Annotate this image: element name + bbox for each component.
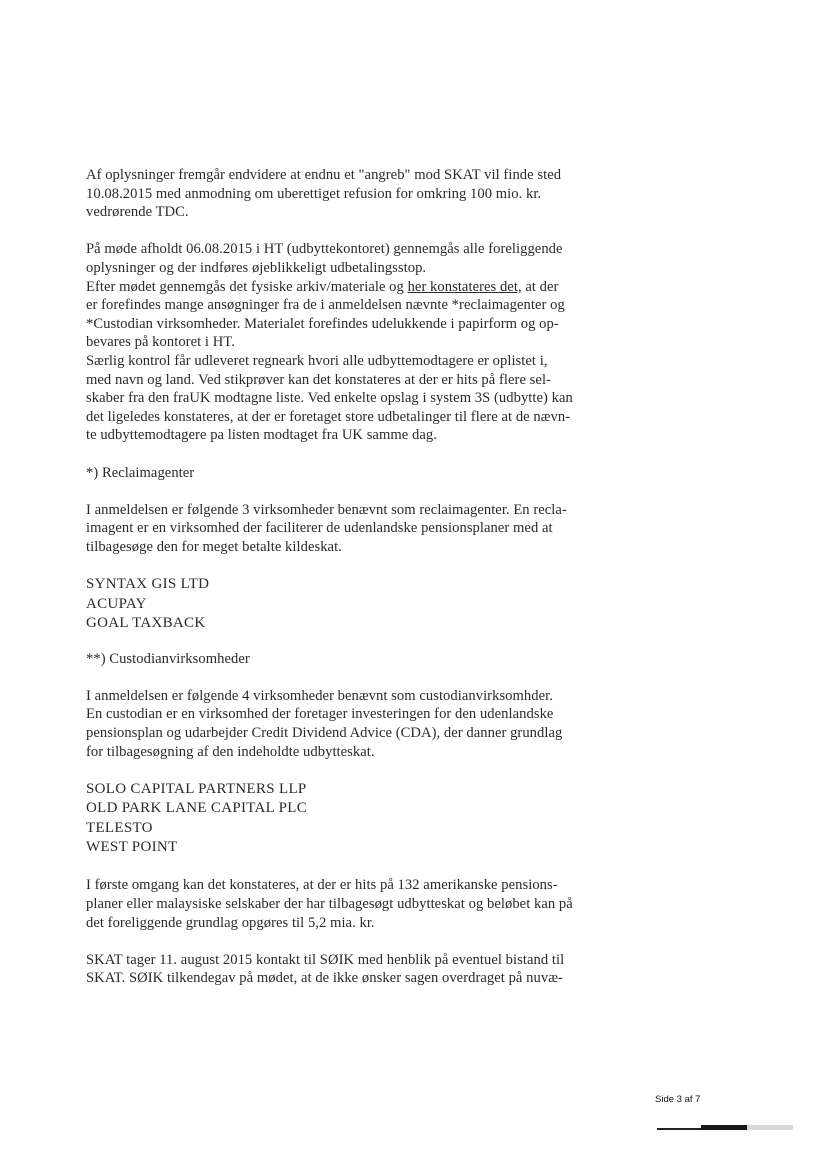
footer-bar-light: [747, 1125, 793, 1130]
underlined-text: her konstateres det,: [407, 278, 522, 295]
list-item: OLD PARK LANE CAPITAL PLC: [86, 800, 308, 817]
paragraph-soik: [86, 951, 626, 988]
text-line: for tilbagesøgning af den indeholdte udbytteskat.: [86, 743, 375, 760]
paragraph-reclaim: [86, 501, 626, 557]
text-line: *Custodian virksomheder. Materialet forefindes udelukkende i papirform og op-: [86, 315, 559, 332]
text-line: [86, 278, 626, 297]
list-item: SOLO CAPITAL PARTNERS LLP: [86, 780, 307, 797]
list-item: ACUPAY: [86, 595, 147, 612]
paragraph-meeting: [86, 240, 626, 445]
text-segment: at der: [521, 278, 559, 295]
text-line: vedrørende TDC.: [86, 204, 189, 221]
text-line: oplysninger og der indføres øjeblikkeligt udbetalingsstop.: [86, 259, 427, 276]
text-line: 10.08.2015 med anmodning om uberettiget refusion for omkring 100 mio. kr.: [86, 185, 542, 202]
text-line: SKAT tager 11. august 2015 kontakt til SØIK med henblik på eventuel bistand til: [86, 951, 565, 968]
footer-bar-dark: [701, 1125, 747, 1130]
custodian-list: [86, 780, 626, 858]
text-line: skaber fra den fraUK modtagne liste. Ved enkelte opslag i system 3S (udbytte) kan: [86, 390, 573, 407]
text-line: En custodian er en virksomhed der foretager investeringen for den udenlandske: [86, 706, 554, 723]
page-number: Side 3 af 7: [655, 1094, 701, 1105]
paragraph-custodian: [86, 687, 626, 761]
footer-rule: [657, 1128, 701, 1130]
text-line: Af oplysninger fremgår endvidere at endnu et "angreb" mod SKAT vil finde sted: [86, 167, 562, 183]
list-item: WEST POINT: [86, 839, 178, 856]
list-item: GOAL TAXBACK: [86, 615, 206, 632]
paragraph-angreb: [86, 166, 626, 222]
text-line: På møde afholdt 06.08.2015 i HT (udbyttekontoret) gennemgås alle foreliggende: [86, 241, 563, 258]
text-line: det ligeledes konstateres, at der er foretaget store udbetalinger til flere at de nævn-: [86, 408, 571, 425]
text-line: pensionsplan og udarbejder Credit Dividend Advice (CDA), der danner grundlag: [86, 724, 563, 741]
list-item: TELESTO: [86, 819, 153, 836]
text-line: I anmeldelsen er følgende 3 virksomheder benævnt som reclaimagenter. En recla-: [86, 501, 567, 518]
reclaim-heading: *) Reclaimagenter: [86, 464, 195, 481]
text-line: SKAT. SØIK tilkendegav på mødet, at de ikke ønsker sagen overdraget på nuvæ-: [86, 970, 563, 987]
text-line: det foreliggende grundlag opgøres til 5,2 mia. kr.: [86, 914, 375, 931]
text-segment: Efter mødet gennemgås det fysiske arkiv/materiale og: [86, 278, 408, 295]
text-line: med navn og land. Ved stikprøver kan det konstateres at der er hits på flere sel-: [86, 371, 551, 388]
document-body: [86, 166, 626, 988]
text-line: Særlig kontrol får udleveret regneark hvori alle udbyttemodtagere er oplistet i,: [86, 352, 548, 369]
text-line: er forefindes mange ansøgninger fra de i anmeldelsen nævnte *reclaimagenter og: [86, 297, 565, 314]
custodian-heading: **) Custodianvirksomheder: [86, 650, 250, 667]
list-item: SYNTAX GIS LTD: [86, 576, 210, 593]
paragraph-hits: [86, 876, 626, 932]
text-line: tilbagesøge den for meget betalte kildeskat.: [86, 538, 342, 555]
reclaim-list: [86, 575, 626, 634]
text-line: imagent er en virksomhed der faciliterer de udenlandske pensionsplaner med at: [86, 520, 553, 537]
text-line: te udbyttemodtagere pa listen modtaget fra UK samme dag.: [86, 427, 437, 444]
text-line: bevares på kontoret i HT.: [86, 334, 235, 351]
text-line: I anmeldelsen er følgende 4 virksomheder benævnt som custodianvirksomhder.: [86, 687, 553, 704]
text-line: planer eller malaysiske selskaber der har tilbagesøgt udbytteskat og beløbet kan på: [86, 895, 573, 912]
text-line: I første omgang kan det konstateres, at der er hits på 132 amerikanske pensions-: [86, 877, 558, 894]
